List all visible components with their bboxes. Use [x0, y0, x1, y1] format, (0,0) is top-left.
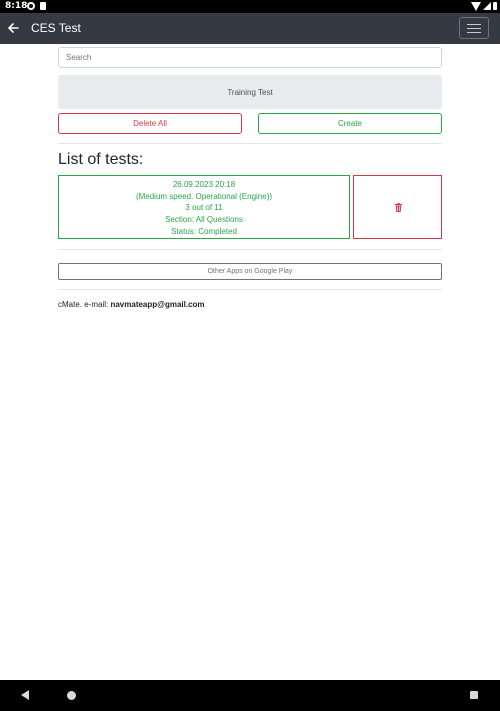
- app-bar: [0, 13, 500, 44]
- nav-back-icon[interactable]: [21, 690, 29, 700]
- test-section: Section: All Questions: [165, 215, 243, 225]
- test-progress: 3 out of 11: [185, 203, 223, 213]
- create-button[interactable]: [258, 113, 442, 134]
- training-test-button[interactable]: [58, 75, 442, 109]
- trash-icon: [395, 203, 402, 212]
- battery-icon: [493, 2, 497, 10]
- email-link[interactable]: navmateapp@gmail.com: [110, 300, 205, 309]
- search-input[interactable]: [58, 47, 442, 68]
- menu-button[interactable]: [459, 17, 489, 39]
- test-item[interactable]: [58, 175, 350, 239]
- divider: [58, 249, 442, 250]
- app-title: CES Test: [31, 21, 81, 35]
- other-apps-button[interactable]: [58, 263, 442, 280]
- status-time: 8:18: [5, 1, 28, 11]
- back-button[interactable]: [4, 19, 22, 37]
- wifi-icon: [471, 2, 481, 11]
- tests-heading: List of tests:: [58, 151, 144, 168]
- test-status: Status: Completed: [171, 226, 237, 236]
- arrow-left-icon: [4, 19, 22, 37]
- create-label: Create: [337, 119, 362, 128]
- nav-recents-icon[interactable]: [470, 691, 478, 699]
- status-bar: [0, 0, 500, 13]
- test-description: (Medium speed. Operational (Engine)): [135, 191, 273, 201]
- delete-all-label: Delete All: [133, 119, 167, 128]
- sd-card-icon: [40, 2, 46, 10]
- delete-test-button[interactable]: [353, 175, 442, 239]
- signal-icon: [483, 2, 491, 10]
- footer-contact: [58, 300, 205, 309]
- other-apps-label: Other Apps on Google Play: [207, 268, 293, 275]
- divider: [58, 143, 442, 144]
- test-datetime: 26.09.2023 20:18: [172, 180, 236, 189]
- footer-prefix: cMate. e-mail:: [58, 300, 111, 309]
- sync-status-icon: [27, 2, 35, 10]
- hamburger-menu-icon: [467, 24, 481, 25]
- divider: [58, 289, 442, 290]
- nav-home-icon[interactable]: [67, 691, 76, 700]
- training-test-label: Training Test: [227, 87, 273, 97]
- system-nav-bar: [0, 680, 500, 711]
- delete-all-button[interactable]: [58, 113, 242, 134]
